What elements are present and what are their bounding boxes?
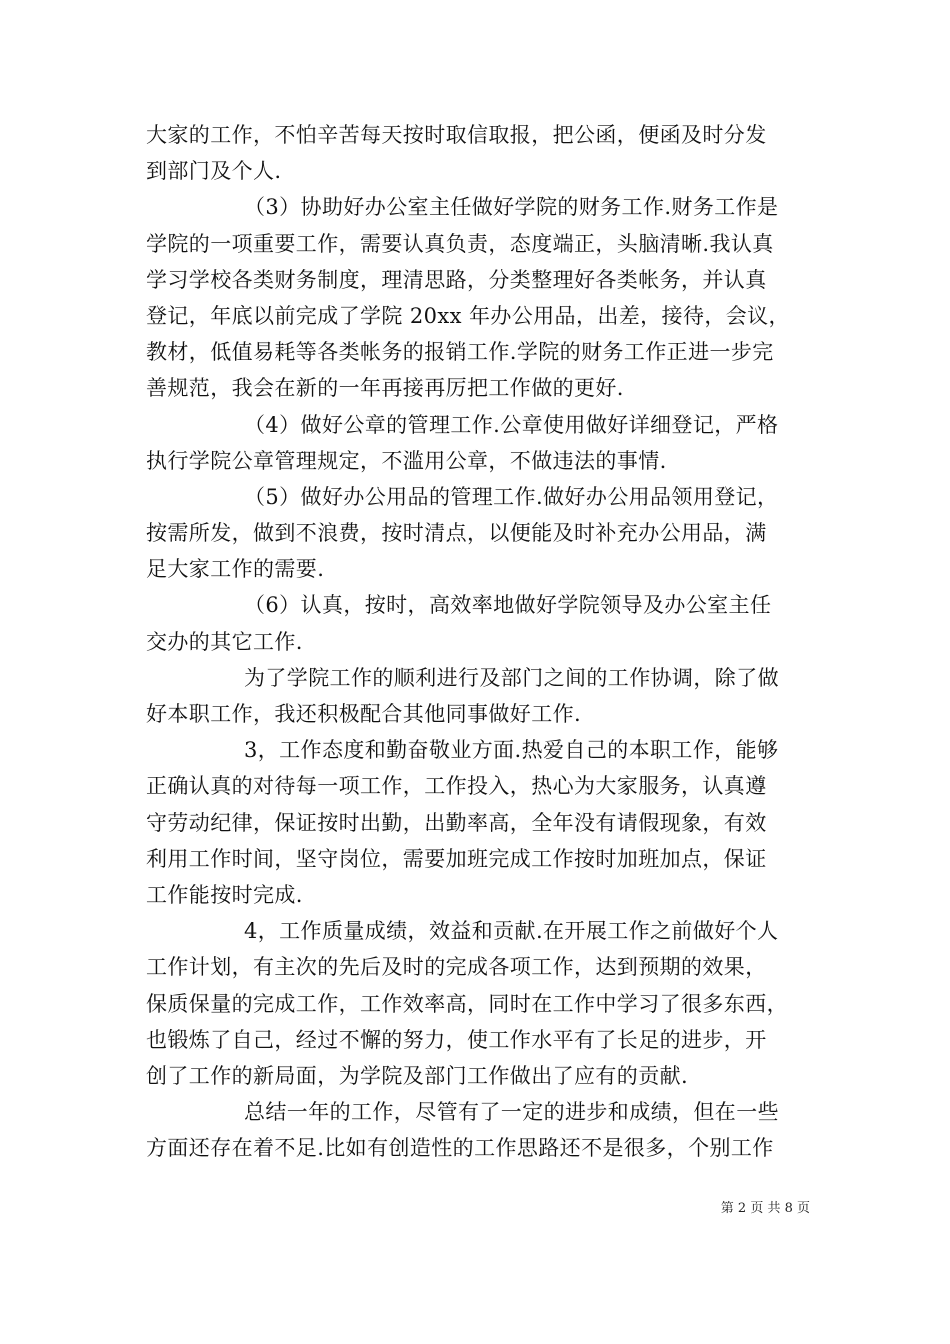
text-line: 教材，低值易耗等各类帐务的报销工作.学院的财务工作正进一步完 [146,340,774,365]
text-line: 善规范，我会在新的一年再接再厉把工作做的更好. [146,376,624,401]
text-line: 好本职工作，我还积极配合其他同事做好工作. [146,702,582,726]
text-line: 登记，年底以前完成了学院 20xx 年办公用品，出差，接待，会议， [146,303,790,328]
text-line: 为了学院工作的顺利进行及部门之间的工作协调，除了做 [244,665,779,690]
text-line: 交办的其它工作. [146,629,303,654]
text-line: 到部门及个人. [146,159,282,184]
text-line: 正确认真的对待每一项工作，工作投入，热心为大家服务，认真遵 [146,774,767,799]
text-line: 3，工作态度和勤奋敬业方面.热爱自己的本职工作，能够 [244,738,779,763]
text-line: 执行学院公章管理规定，不滥用公章，不做违法的事情. [146,448,667,473]
text-line: 学院的一项重要工作，需要认真负责，态度端正，头脑清晰.我认真 [146,231,774,256]
text-line: （6）认真，按时，高效率地做好学院领导及办公室主任 [244,593,772,618]
document-body [146,117,808,1166]
text-line: 利用工作时间，坚守岗位，需要加班完成工作按时加班加点，保证 [146,846,767,871]
text-line: 也锻炼了自己，经过不懈的努力，使工作水平有了长足的进步，开 [146,1027,767,1052]
text-line: 足大家工作的需要. [146,557,325,582]
text-line: 保质保量的完成工作，工作效率高，同时在工作中学习了很多东西， [146,991,788,1016]
text-line: 工作能按时完成. [146,882,303,907]
text-line: 学习学校各类财务制度，理清思路，分类整理好各类帐务，并认真 [146,267,767,292]
text-line: 总结一年的工作，尽管有了一定的进步和成绩，但在一些 [244,1100,779,1125]
text-line: 创了工作的新局面，为学院及部门工作做出了应有的贡献. [146,1063,689,1088]
text-line: （3）协助好办公室主任做好学院的财务工作.财务工作是 [244,195,779,220]
text-line: 工作计划，有主次的先后及时的完成各项工作，达到预期的效果， [146,955,767,980]
text-line: 4，工作质量成绩，效益和贡献.在开展工作之前做好个人 [244,919,779,944]
text-line: （5）做好办公用品的管理工作.做好办公用品领用登记， [244,484,779,509]
page-number-footer: 第 2 页 共 8 页 [720,1201,810,1216]
text-line: 按需所发，做到不浪费，按时清点，以便能及时补充办公用品，满 [146,521,767,546]
text-line: 守劳动纪律，保证按时出勤，出勤率高，全年没有请假现象，有效 [146,810,767,835]
text-line: 大家的工作，不怕辛苦每天按时取信取报，把公函，便函及时分发 [146,123,767,147]
text-line: （4）做好公章的管理工作.公章使用做好详细登记，严格 [244,412,779,437]
text-line: 方面还存在着不足.比如有创造性的工作思路还不是很多，个别工作 [146,1136,774,1161]
